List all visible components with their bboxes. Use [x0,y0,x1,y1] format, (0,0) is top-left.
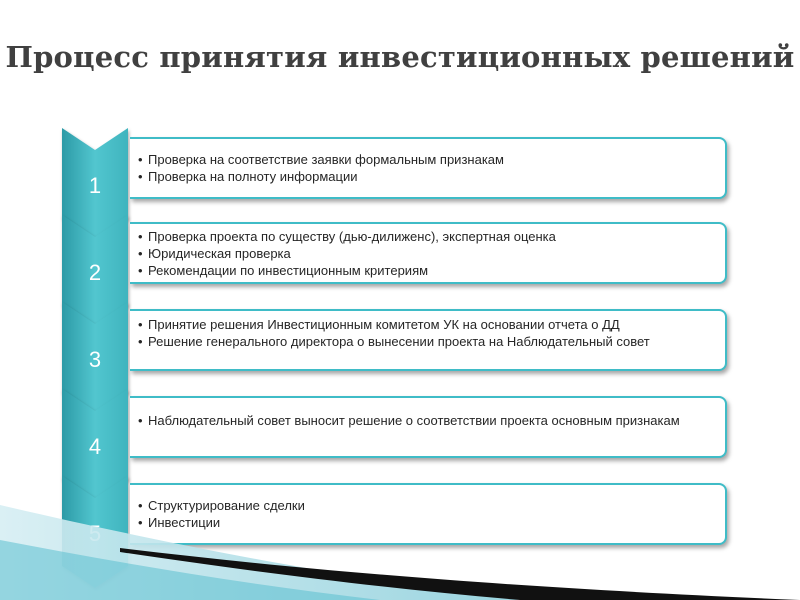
step-1-item-2: • Проверка на полноту информации [138,168,715,185]
step-4-item-1: • Наблюдательный совет выносит решение о соответствии проекта основным признакам [138,412,715,429]
step-number-2: 2 [88,260,102,285]
step-5-item-2: • Инвестиции [138,514,715,531]
step-3-item-1: • Принятие решения Инвестиционным комитетом УК на основании отчета о ДД [138,316,715,333]
step-5-item-1: • Структурирование сделки [138,497,715,514]
step-number-1: 1 [88,173,102,198]
page-title: Процесс принятия инвестиционных решений [5,40,795,74]
step-2-item-2: • Юридическая проверка [138,245,715,262]
step-number-3: 3 [88,347,102,372]
step-1-item-1: • Проверка на соответствие заявки формальным признакам [138,151,715,168]
step-3-item-2: • Решение генерального директора о вынесении проекта на Наблюдательный совет [138,333,715,350]
step-2-item-1: • Проверка проекта по существу (дью-дилиженс), экспертная оценка [138,228,715,245]
step-2-item-3: • Рекомендации по инвестиционным критериям [138,262,715,279]
step-number-4: 4 [88,434,102,459]
